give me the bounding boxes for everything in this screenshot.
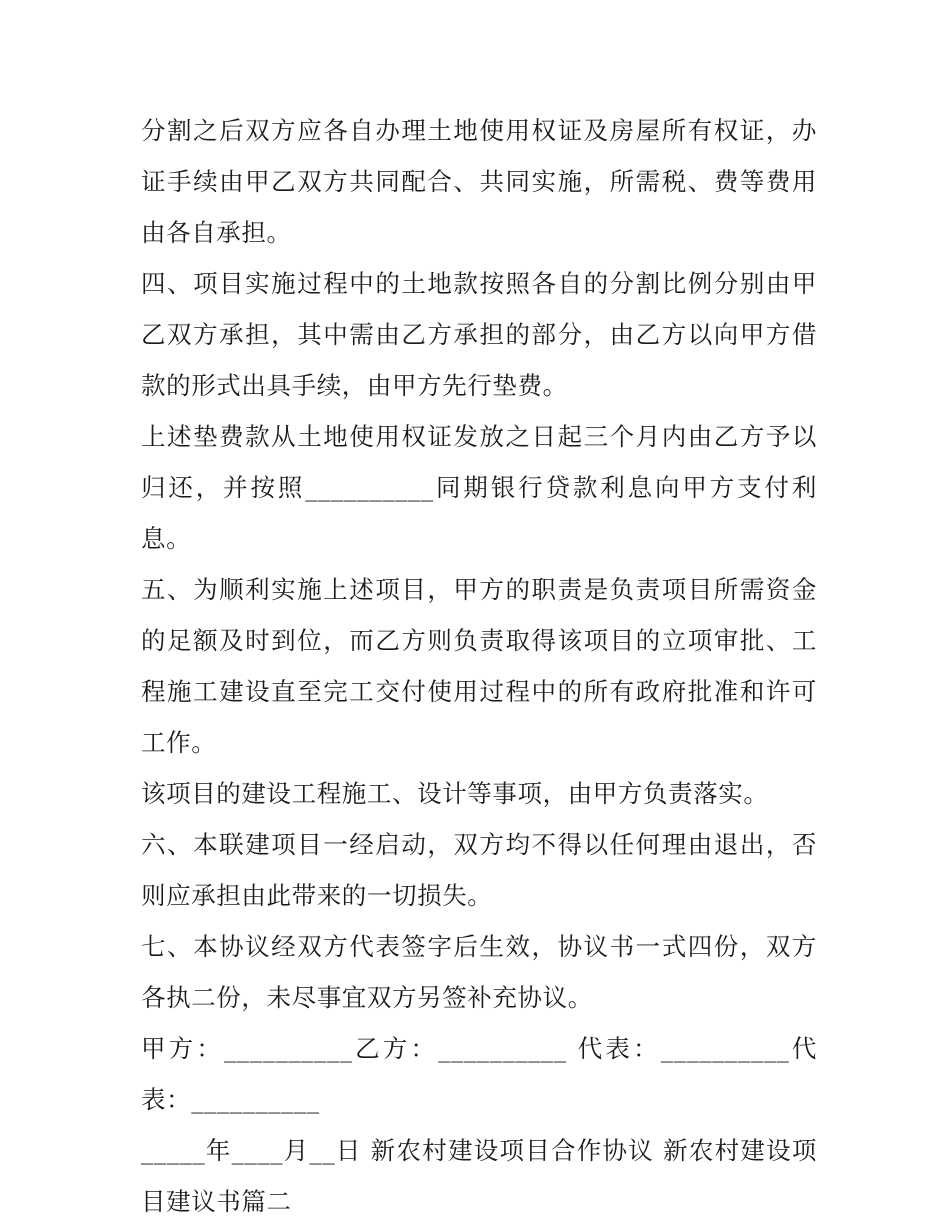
date-and-title-line: _____年____月__日 新农村建设项目合作协议 新农村建设项目建议书篇二 [141,1136,817,1216]
paragraph-clause-six: 六、本联建项目一经启动，双方均不得以任何理由退出，否则应承担由此带来的一切损失。 [141,830,817,910]
paragraph-clause-seven: 七、本协议经双方代表签字后生效，协议书一式四份，双方各执二份，未尽事宜双方另签补充协议。 [141,932,817,1012]
paragraph-clause-five: 五、为顺利实施上述项目，甲方的职责是负责项目所需资金的足额及时到位，而乙方则负责取得该项目的立项审批、工程施工建设直至完工交付使用过程中的所有政府批准和许可工作。 [141,575,817,757]
paragraph-clause-four: 四、项目实施过程中的土地款按照各自的分割比例分别由甲乙双方承担，其中需由乙方承担的部分，由乙方以向甲方借款的形式出具手续，由甲方先行垫费。 [141,269,817,400]
document-body [141,105,817,1227]
paragraph-repayment: 上述垫费款从土地使用权证发放之日起三个月内由乙方予以归还，并按照__________同期银行贷款利息向甲方支付利息。 [141,422,817,553]
paragraph-construction: 该项目的建设工程施工、设计等事项，由甲方负责落实。 [141,779,769,808]
paragraph-registration: 分割之后双方应各自办理土地使用权证及房屋所有权证，办证手续由甲乙双方共同配合、共同实施，所需税、费等费用由各自承担。 [141,116,817,247]
signature-line: 甲方：__________乙方：__________ 代表：__________代表：__________ [141,1034,817,1114]
